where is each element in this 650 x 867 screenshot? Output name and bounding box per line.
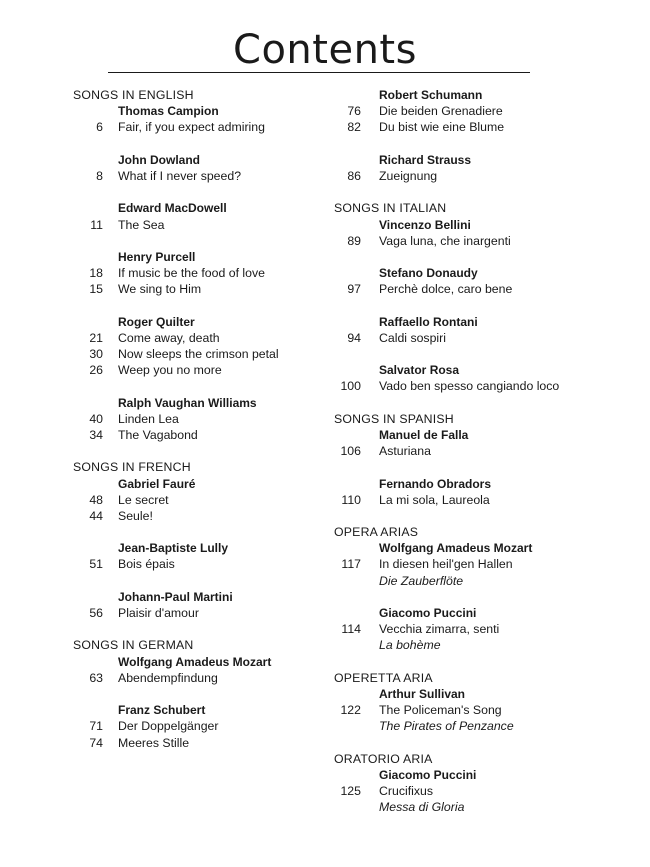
composer-name: Edward MacDowell	[118, 201, 227, 216]
page-number: 97	[347, 282, 361, 297]
spacer	[334, 735, 634, 751]
contents-column-right	[334, 87, 634, 815]
spacer	[334, 346, 634, 362]
page-number: 89	[347, 233, 361, 248]
toc-entry	[334, 621, 634, 637]
source-work: La bohème	[379, 638, 441, 653]
toc-entry	[73, 670, 343, 686]
song-title: Now sleeps the crimson petal	[118, 347, 279, 361]
page-number: 44	[89, 508, 103, 523]
spacer	[73, 297, 343, 313]
composer-name: Manuel de Falla	[379, 427, 469, 442]
spacer	[334, 654, 634, 670]
section-heading: SONGS IN ENGLISH	[73, 88, 194, 102]
contents-column-left	[73, 87, 343, 751]
page-number: 30	[89, 347, 103, 361]
page-number: 48	[89, 492, 103, 507]
song-title: Seule!	[118, 508, 153, 523]
spacer	[73, 686, 343, 702]
spacer	[73, 136, 343, 152]
toc-entry	[334, 443, 634, 459]
source-work: Die Zauberflöte	[379, 573, 464, 588]
spacer	[334, 136, 634, 152]
toc-entry	[73, 362, 343, 378]
song-title: The Vagabond	[118, 427, 198, 442]
title-rule	[108, 72, 530, 73]
spacer	[73, 233, 343, 249]
composer-name: Roger Quilter	[118, 314, 195, 329]
song-title: Die beiden Grenadiere	[379, 104, 503, 119]
song-title: The Policeman's Song	[379, 703, 502, 718]
page-number: 34	[89, 427, 103, 442]
section-heading: SONGS IN SPANISH	[334, 411, 454, 426]
toc-entry	[73, 718, 343, 734]
toc-entry	[334, 556, 634, 572]
toc-entry	[334, 492, 634, 508]
spacer	[73, 378, 343, 394]
section-heading: OPERA ARIAS	[334, 525, 419, 540]
toc-entry	[73, 492, 343, 508]
page-number: 76	[347, 104, 361, 119]
song-title: La mi sola, Laureola	[379, 492, 490, 507]
toc-entry	[73, 508, 343, 524]
song-title: Vado ben spesso cangiando loco	[379, 379, 560, 394]
page-number: 8	[96, 168, 103, 183]
page-number: 21	[89, 330, 103, 345]
page-number: 18	[89, 266, 103, 281]
toc-entry	[334, 281, 634, 297]
song-title: Crucifixus	[379, 784, 433, 799]
page-number: 51	[89, 557, 103, 572]
page-number: 15	[89, 282, 103, 297]
composer-name: Ralph Vaughan Williams	[118, 395, 257, 410]
toc-entry	[73, 556, 343, 572]
toc-entry	[73, 427, 343, 443]
composer-name: Raffaello Rontani	[379, 314, 478, 329]
page-number: 71	[89, 719, 103, 734]
spacer	[73, 621, 343, 637]
song-title: We sing to Him	[118, 282, 202, 297]
page-number: 110	[341, 492, 361, 507]
composer-name: Arthur Sullivan	[379, 686, 466, 701]
spacer	[334, 508, 634, 524]
composer-name: Richard Strauss	[379, 152, 472, 167]
page-number: 63	[89, 670, 103, 685]
song-title: Weep you no more	[118, 363, 222, 378]
toc-entry	[334, 330, 634, 346]
page-number: 125	[340, 784, 361, 799]
composer-name: Thomas Campion	[118, 104, 219, 119]
composer-name: Wolfgang Amadeus Mozart	[379, 541, 533, 556]
song-title: The Sea	[118, 217, 165, 232]
composer-name: Giacomo Puccini	[379, 606, 477, 620]
section-heading: SONGS IN GERMAN	[73, 638, 194, 653]
toc-entry	[73, 735, 343, 751]
song-title: Der Doppelgänger	[118, 719, 219, 734]
song-title: Vecchia zimarra, senti	[379, 622, 500, 637]
composer-name: Vincenzo Bellini	[379, 217, 471, 232]
page-number: 56	[89, 606, 103, 620]
toc-entry	[73, 168, 343, 184]
song-title: If music be the food of love	[118, 266, 265, 281]
song-title: Plaisir d'amour	[118, 606, 199, 620]
toc-entry	[334, 378, 634, 394]
composer-name: Stefano Donaudy	[379, 266, 478, 281]
song-title: Vaga luna, che inargenti	[379, 233, 511, 248]
toc-entry	[73, 217, 343, 233]
section-heading: OPERETTA ARIA	[334, 670, 433, 685]
song-title: Perchè dolce, caro bene	[379, 282, 513, 297]
toc-entry	[73, 281, 343, 297]
page-number: 117	[341, 557, 361, 572]
toc-entry	[73, 119, 343, 135]
page-number: 94	[347, 330, 361, 345]
toc-entry	[334, 233, 634, 249]
song-title: Asturiana	[379, 444, 431, 459]
source-work: Messa di Gloria	[379, 800, 465, 815]
toc-entry	[334, 702, 634, 718]
composer-name: Robert Schumann	[379, 88, 483, 102]
spacer	[334, 184, 634, 200]
song-title: Abendempfindung	[118, 670, 218, 685]
section-heading: SONGS IN ITALIAN	[334, 201, 447, 216]
toc-entry	[73, 346, 343, 362]
composer-name: Jean-Baptiste Lully	[118, 541, 229, 556]
spacer	[73, 573, 343, 589]
page-number: 6	[96, 120, 103, 135]
toc-entry	[334, 168, 634, 184]
page-number: 11	[90, 217, 103, 232]
source-work: The Pirates of Penzance	[379, 719, 514, 734]
toc-entry	[73, 265, 343, 281]
composer-name: Henry Purcell	[118, 249, 196, 264]
toc-entry	[73, 605, 343, 621]
spacer	[334, 297, 634, 313]
page-number: 26	[89, 363, 103, 378]
spacer	[73, 184, 343, 200]
spacer	[334, 589, 634, 605]
song-title: Le secret	[118, 492, 169, 507]
page-number: 86	[347, 168, 361, 183]
page-number: 106	[340, 444, 361, 459]
spacer	[73, 443, 343, 459]
toc-entry	[334, 103, 634, 119]
song-title: Du bist wie eine Blume	[379, 120, 505, 135]
page-number: 82	[347, 120, 361, 135]
toc-entry	[334, 783, 634, 799]
composer-name: Giacomo Puccini	[379, 767, 477, 782]
composer-name: Johann-Paul Martini	[118, 589, 233, 604]
song-title: Zueignung	[379, 168, 438, 183]
song-title: Caldi sospiri	[379, 330, 446, 345]
composer-name: Franz Schubert	[118, 703, 206, 718]
composer-name: John Dowland	[118, 152, 200, 167]
page-number: 122	[340, 703, 361, 718]
composer-name: Gabriel Fauré	[118, 476, 196, 491]
section-heading: ORATORIO ARIA	[334, 751, 433, 766]
composer-name: Salvator Rosa	[379, 363, 460, 378]
page-number: 100	[340, 379, 361, 394]
composer-name: Wolfgang Amadeus Mozart	[118, 654, 272, 669]
song-title: Come away, death	[118, 330, 220, 345]
song-title: In diesen heil'gen Hallen	[379, 557, 513, 572]
song-title: Fair, if you expect admiring	[118, 120, 265, 135]
toc-entry	[73, 330, 343, 346]
spacer	[334, 249, 634, 265]
page-title: Contents	[233, 27, 417, 73]
page-number: 74	[89, 735, 103, 750]
spacer	[73, 524, 343, 540]
toc-entry	[73, 411, 343, 427]
spacer	[334, 395, 634, 411]
song-title: Linden Lea	[118, 411, 179, 426]
page-number: 40	[89, 411, 103, 426]
song-title: What if I never speed?	[118, 168, 242, 183]
page-number: 114	[341, 622, 361, 637]
section-heading: SONGS IN FRENCH	[73, 460, 191, 475]
toc-entry	[334, 119, 634, 135]
composer-name: Fernando Obradors	[379, 476, 492, 491]
song-title: Meeres Stille	[118, 735, 190, 750]
song-title: Bois épais	[118, 557, 175, 572]
spacer	[334, 459, 634, 475]
